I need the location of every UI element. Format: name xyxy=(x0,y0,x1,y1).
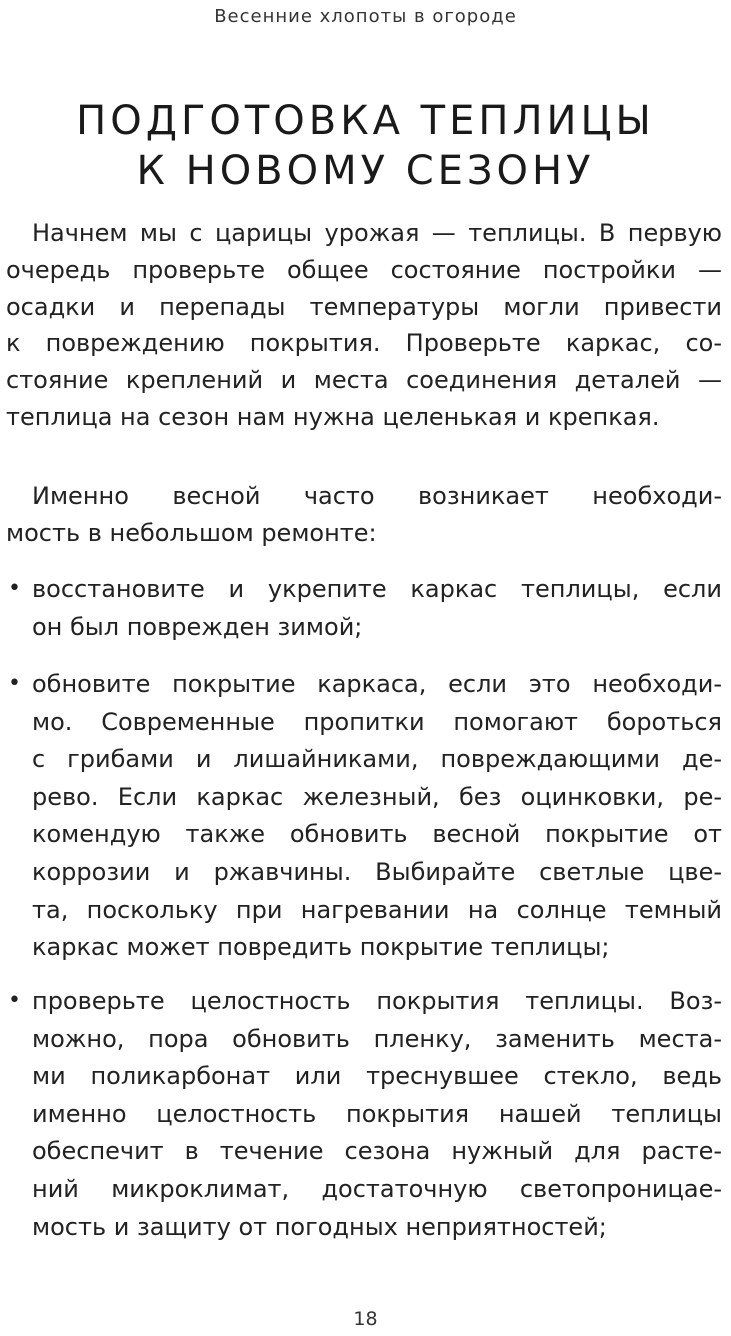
text-line: мо. Современные пропитки помогают бороться xyxy=(32,707,722,736)
text-line: комендую также обновить весной покрытие от xyxy=(32,820,722,849)
text-line: восстановите и укрепите каркас теплицы, если xyxy=(32,575,722,603)
text-line: Именно весной часто возникает необходи- xyxy=(32,482,722,510)
chapter-title-line-1: ПОДГОТОВКА ТЕПЛИЦЫ xyxy=(76,98,655,144)
text-line: обновите покрытие каркаса, если это необходи- xyxy=(32,670,722,698)
text-line: можно, пора обновить пленку, заменить места- xyxy=(32,1024,722,1053)
text-line: каркас может повредить покрытие теплицы; xyxy=(32,933,610,962)
bullet-marker: • xyxy=(8,576,21,601)
text-line: коррозии и ржавчины. Выбирайте светлые цве- xyxy=(32,858,722,886)
text-line: мость в небольшом ремонте: xyxy=(6,518,377,547)
text-line: осадки и перепады температуры могли привести xyxy=(6,292,722,321)
text-line: та, поскольку при нагревании на солнце темный xyxy=(32,895,722,924)
bullet-marker: • xyxy=(8,988,21,1013)
page-number: 18 xyxy=(353,1308,378,1330)
text-line: к повреждению покрытия. Проверьте каркас, со- xyxy=(6,329,722,358)
running-head: Весенние хлопоты в огороде xyxy=(214,6,517,27)
chapter-title xyxy=(0,96,731,196)
text-line: именно целостность покрытия нашей теплицы xyxy=(32,1099,722,1128)
text-line: обеспечит в течение сезона нужный для расте- xyxy=(32,1137,722,1166)
text-line: ми поликарбонат или треснувшее стекло, ведь xyxy=(32,1062,722,1091)
text-line: рево. Если каркас железный, без оцинковки, ре- xyxy=(32,782,722,811)
text-line: очередь проверьте общее состояние постройки — xyxy=(6,255,722,284)
bullet-marker: • xyxy=(8,671,21,696)
text-line: ний микроклимат, достаточную светопроницае- xyxy=(32,1175,722,1203)
text-line: теплица на сезон нам нужна целенькая и крепкая. xyxy=(6,403,660,431)
chapter-title-line-2: К НОВОМУ СЕЗОНУ xyxy=(136,148,595,194)
text-line: Начнем мы с царицы урожая — теплицы. В первую xyxy=(32,219,722,247)
text-line: мость и защиту от погодных неприятностей; xyxy=(32,1212,607,1241)
text-line: проверьте целостность покрытия теплицы. Воз- xyxy=(32,987,722,1015)
text-line: он был поврежден зимой; xyxy=(32,612,363,641)
text-line: с грибами и лишайниками, повреждающими де- xyxy=(32,745,722,774)
text-line: стояние креплений и места соединения деталей — xyxy=(6,366,722,395)
